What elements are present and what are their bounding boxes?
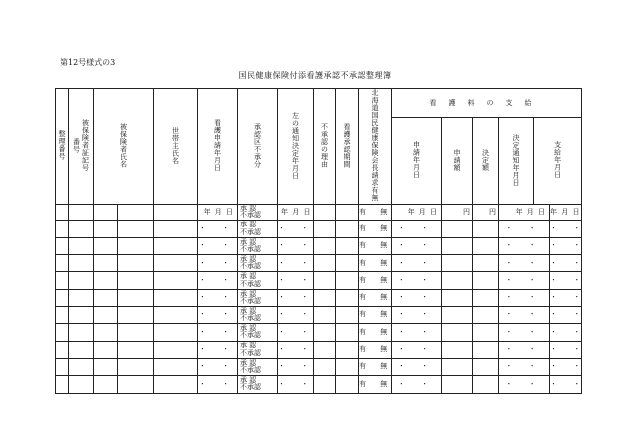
cell-bango[interactable] [94, 358, 118, 375]
col-hokenja-kyuhu: 北海道国民健康保険会長請求有無 [359, 89, 392, 205]
col-kettei-gaku: 決定額 [473, 118, 499, 204]
cell-seiri-bango[interactable] [56, 237, 69, 254]
cell-setai-nushi[interactable] [154, 272, 198, 289]
table-row [56, 341, 582, 358]
col-hihokensha-shimei: 被保険者氏名 [94, 89, 154, 205]
cell-tsuuchi-date[interactable]: ・ ・ [278, 237, 314, 254]
cell-seiri-bango[interactable] [56, 376, 69, 393]
col-fushonin-riyuu: 不承認の理由 [314, 89, 336, 205]
col-shikyu-ymd: 支給年月日 [534, 118, 582, 204]
cell-kettei-gaku[interactable] [473, 324, 499, 341]
col-hihokensha-kigo: 被保険者証記号 番号 [69, 89, 94, 205]
cell-kango-shinsei-date[interactable]: ・ ・ [198, 324, 238, 341]
table-row [56, 272, 582, 289]
cell-kigo[interactable] [69, 341, 94, 358]
cell-shikyu-date[interactable]: ・ ・ [550, 307, 582, 324]
cell-kigo[interactable] [69, 324, 94, 341]
cell-fushonin-riyuu[interactable] [314, 289, 336, 306]
col-kango-kikan: 看護承認期間 [336, 89, 359, 205]
cell-kettei-tsuuchi-date[interactable]: ・ ・ [499, 237, 550, 254]
unit-yen: 円 [473, 204, 499, 220]
cell-shinsei-date[interactable]: ・ ・ [392, 272, 442, 289]
cell-ari-nashi[interactable]: 有 無 [359, 324, 392, 341]
cell-shinsei-date[interactable]: ・ ・ [392, 307, 442, 324]
cell-shimei[interactable] [118, 289, 154, 306]
cell-kigo[interactable] [69, 307, 94, 324]
cell-shikyu-date[interactable]: ・ ・ [550, 220, 582, 237]
cell-fushonin-riyuu[interactable] [314, 237, 336, 254]
cell-seiri-bango[interactable] [56, 220, 69, 237]
cell-kango-kikan[interactable] [336, 307, 359, 324]
cell-tsuuchi-date[interactable]: ・ ・ [278, 255, 314, 272]
cell-seiri-bango[interactable] [56, 289, 69, 306]
col-kettei-tsuuchi-ymd: 決定通知年月日 [499, 118, 534, 204]
cell-shikyu-date[interactable]: ・ ・ [550, 324, 582, 341]
cell-shonin-kubun[interactable]: 承 認 不承認 [238, 272, 278, 289]
unit-ymd: 年 月 日 [499, 204, 550, 220]
cell-shikyu-date[interactable]: ・ ・ [550, 358, 582, 375]
cell-shinsei-date[interactable]: ・ ・ [392, 324, 442, 341]
page-title: 国民健康保険付添看護承認不承認整理簿 [238, 71, 392, 80]
cell-kettei-gaku[interactable] [473, 289, 499, 306]
cell-kettei-tsuuchi-date[interactable]: ・ ・ [499, 289, 550, 306]
cell-shikyu-date[interactable]: ・ ・ [550, 289, 582, 306]
cell-setai-nushi[interactable] [154, 376, 198, 393]
cell-bango[interactable] [94, 255, 118, 272]
table-row [56, 376, 582, 393]
cell-shinsei-date[interactable]: ・ ・ [392, 220, 442, 237]
cell-kettei-gaku[interactable] [473, 237, 499, 254]
cell-shinsei-gaku[interactable] [442, 220, 473, 237]
cell-kango-kikan[interactable] [336, 255, 359, 272]
table-row [56, 237, 582, 254]
cell-setai-nushi[interactable] [154, 220, 198, 237]
cell-kettei-gaku[interactable] [473, 358, 499, 375]
table-row [56, 324, 582, 341]
cell-kigo[interactable] [69, 376, 94, 393]
cell-fushonin-riyuu[interactable] [314, 341, 336, 358]
cell-fushonin-riyuu[interactable] [314, 376, 336, 393]
cell-tsuuchi-date[interactable]: ・ ・ [278, 376, 314, 393]
cell-kango-shinsei-date[interactable]: ・ ・ [198, 237, 238, 254]
cell-shinsei-gaku[interactable] [442, 324, 473, 341]
cell-shonin-kubun[interactable]: 承 認 不承認 [238, 255, 278, 272]
cell-kango-shinsei-date[interactable]: ・ ・ [198, 376, 238, 393]
cell-kettei-gaku[interactable] [473, 272, 499, 289]
table-row [56, 358, 582, 375]
col-shinsei-gaku: 申請額 [442, 118, 473, 204]
cell-shimei[interactable] [118, 272, 154, 289]
cell-shikyu-date[interactable]: ・ ・ [550, 237, 582, 254]
table-row [56, 220, 582, 237]
cell-setai-nushi[interactable] [154, 358, 198, 375]
cell-shinsei-gaku[interactable] [442, 272, 473, 289]
cell-tsuuchi-date[interactable]: ・ ・ [278, 220, 314, 237]
cell-shonin-kubun[interactable]: 承 認 不承認 [238, 376, 278, 393]
cell-setai-nushi[interactable] [154, 255, 198, 272]
cell-fushonin-riyuu[interactable] [314, 358, 336, 375]
cell-tsuuchi-date[interactable]: ・ ・ [278, 341, 314, 358]
table-row [56, 307, 582, 324]
cell-shikyu-date[interactable]: ・ ・ [550, 272, 582, 289]
cell-shonin-kubun[interactable]: 承 認 不承認 [238, 324, 278, 341]
unit-ymd: 年 月 日 [392, 204, 442, 220]
cell-kigo[interactable] [69, 237, 94, 254]
cell-shinsei-gaku[interactable] [442, 307, 473, 324]
cell-fushonin-riyuu[interactable] [314, 220, 336, 237]
cell-seiri-bango[interactable] [56, 255, 69, 272]
cell-seiri-bango[interactable] [56, 341, 69, 358]
cell-shonin-kubun[interactable]: 承 認 不承認 [238, 341, 278, 358]
ledger-table [55, 88, 588, 394]
cell-seiri-bango[interactable] [56, 324, 69, 341]
cell-kango-kikan[interactable] [336, 272, 359, 289]
cell-kigo[interactable] [69, 289, 94, 306]
cell-kango-kikan[interactable] [336, 237, 359, 254]
cell-shimei[interactable] [118, 324, 154, 341]
cell-setai-nushi[interactable] [154, 289, 198, 306]
cell-shonin-kubun[interactable]: 承 認 不承認 [238, 358, 278, 375]
cell-shinsei-gaku[interactable] [442, 289, 473, 306]
cell-shinsei-gaku[interactable] [442, 358, 473, 375]
cell-kango-shinsei-date[interactable]: ・ ・ [198, 255, 238, 272]
cell-ari-nashi[interactable]: 有 無 [359, 358, 392, 375]
col-kango-shinsei: 看護申請年月日 [198, 89, 238, 205]
col-shonin-kubun: 承認区不承分 [238, 89, 278, 205]
cell-shinsei-date[interactable]: ・ ・ [392, 358, 442, 375]
cell-kettei-tsuuchi-date[interactable]: ・ ・ [499, 220, 550, 237]
cell-shinsei-gaku[interactable] [442, 376, 473, 393]
cell-ari-nashi[interactable]: 有 無 [359, 220, 392, 237]
cell-kettei-gaku[interactable] [473, 220, 499, 237]
cell-kango-kikan[interactable] [336, 289, 359, 306]
col-setai-nushi: 世帯主氏名 [154, 89, 198, 205]
cell-shinsei-gaku[interactable] [442, 237, 473, 254]
cell-shikyu-date[interactable]: ・ ・ [550, 376, 582, 393]
cell-kettei-gaku[interactable] [473, 255, 499, 272]
cell-kango-kikan[interactable] [336, 341, 359, 358]
cell-kango-shinsei-date[interactable]: ・ ・ [198, 358, 238, 375]
cell-setai-nushi[interactable] [154, 324, 198, 341]
cell-ari-nashi[interactable]: 有 無 [359, 272, 392, 289]
cell-ari-nashi[interactable]: 有 無 [359, 289, 392, 306]
form-number: 第12号様式の3 [60, 58, 116, 67]
cell-shimei[interactable] [118, 307, 154, 324]
col-seiri-bango: 整理番号 [56, 89, 69, 205]
cell-kettei-gaku[interactable] [473, 376, 499, 393]
cell-bango[interactable] [94, 376, 118, 393]
unit-yen: 円 [442, 204, 473, 220]
cell-shonin-kubun[interactable]: 承 認 不承認 [238, 220, 278, 237]
cell-shonin-kubun[interactable]: 承 認 不承認 [238, 307, 278, 324]
cell-bango[interactable] [94, 220, 118, 237]
cell-shimei[interactable] [118, 341, 154, 358]
cell-shinsei-date[interactable]: ・ ・ [392, 376, 442, 393]
cell-seiri-bango[interactable] [56, 358, 69, 375]
cell-tsuuchi-date[interactable]: ・ ・ [278, 272, 314, 289]
cell-setai-nushi[interactable] [154, 341, 198, 358]
cell-ari-nashi[interactable]: 有 無 [359, 237, 392, 254]
cell-shinsei-date[interactable]: ・ ・ [392, 237, 442, 254]
cell-shinsei-date[interactable]: ・ ・ [392, 289, 442, 306]
cell-ari-nashi[interactable]: 有 無 [359, 255, 392, 272]
cell-fushonin-riyuu[interactable] [314, 324, 336, 341]
units-row [56, 204, 582, 220]
cell-ari-nashi[interactable]: 有 無 [359, 376, 392, 393]
cell-shikyu-date[interactable]: ・ ・ [550, 255, 582, 272]
cell-shimei[interactable] [118, 255, 154, 272]
cell-bango[interactable] [94, 272, 118, 289]
cell-setai-nushi[interactable] [154, 307, 198, 324]
cell-kettei-tsuuchi-date[interactable]: ・ ・ [499, 255, 550, 272]
cell-fushonin-riyuu[interactable] [314, 272, 336, 289]
cell-kettei-tsuuchi-date[interactable]: ・ ・ [499, 272, 550, 289]
cell-bango[interactable] [94, 341, 118, 358]
table-row [56, 255, 582, 272]
cell-bango[interactable] [94, 324, 118, 341]
unit-ymd: 年 月 日 [550, 204, 582, 220]
cell-tsuuchi-date[interactable]: ・ ・ [278, 324, 314, 341]
unit-ymd: 年 月 日 [278, 204, 314, 220]
cell-kango-shinsei-date[interactable]: ・ ・ [198, 220, 238, 237]
col-tsuuchi-kettei: 左の通知決定年月日 [278, 89, 314, 205]
cell-bango[interactable] [94, 289, 118, 306]
cell-kango-shinsei-date[interactable]: ・ ・ [198, 272, 238, 289]
cell-kettei-tsuuchi-date[interactable]: ・ ・ [499, 324, 550, 341]
cell-seiri-bango[interactable] [56, 307, 69, 324]
cell-kango-shinsei-date[interactable]: ・ ・ [198, 341, 238, 358]
table-row [56, 289, 582, 306]
cell-ari-nashi[interactable]: 有 無 [359, 307, 392, 324]
header-row-1 [56, 89, 582, 118]
cell-kango-kikan[interactable] [336, 324, 359, 341]
unit-ari-nashi: 有 無 [359, 204, 392, 220]
cell-kettei-gaku[interactable] [473, 307, 499, 324]
cell-tsuuchi-date[interactable]: ・ ・ [278, 289, 314, 306]
cell-kango-shinsei-date[interactable]: ・ ・ [198, 307, 238, 324]
cell-kango-kikan[interactable] [336, 376, 359, 393]
cell-shimei[interactable] [118, 358, 154, 375]
cell-setai-nushi[interactable] [154, 237, 198, 254]
cell-kettei-tsuuchi-date[interactable]: ・ ・ [499, 358, 550, 375]
cell-shinsei-date[interactable]: ・ ・ [392, 341, 442, 358]
unit-shonin: 承 認 不承認 [238, 204, 278, 220]
col-shinsei-ymd: 申請年月日 [392, 118, 442, 204]
cell-shimei[interactable] [118, 220, 154, 237]
cell-shonin-kubun[interactable]: 承 認 不承認 [238, 237, 278, 254]
cell-seiri-bango[interactable] [56, 272, 69, 289]
cell-kigo[interactable] [69, 272, 94, 289]
fee-group-header: 看護料の支給 [392, 89, 582, 118]
cell-bango[interactable] [94, 307, 118, 324]
cell-shinsei-gaku[interactable] [442, 255, 473, 272]
cell-fushonin-riyuu[interactable] [314, 255, 336, 272]
cell-kango-shinsei-date[interactable]: ・ ・ [198, 289, 238, 306]
cell-shimei[interactable] [118, 376, 154, 393]
cell-bango[interactable] [94, 237, 118, 254]
cell-kettei-tsuuchi-date[interactable]: ・ ・ [499, 376, 550, 393]
cell-kigo[interactable] [69, 220, 94, 237]
ledger-body [56, 220, 588, 393]
cell-kigo[interactable] [69, 358, 94, 375]
cell-shinsei-gaku[interactable] [442, 341, 473, 358]
unit-ymd: 年 月 日 [198, 204, 238, 220]
cell-shimei[interactable] [118, 237, 154, 254]
cell-kettei-gaku[interactable] [473, 341, 499, 358]
cell-shonin-kubun[interactable]: 承 認 不承認 [238, 289, 278, 306]
cell-kango-kikan[interactable] [336, 358, 359, 375]
cell-tsuuchi-date[interactable]: ・ ・ [278, 307, 314, 324]
cell-fushonin-riyuu[interactable] [314, 307, 336, 324]
cell-kigo[interactable] [69, 255, 94, 272]
cell-kango-kikan[interactable] [336, 220, 359, 237]
cell-shikyu-date[interactable]: ・ ・ [550, 341, 582, 358]
cell-kettei-tsuuchi-date[interactable]: ・ ・ [499, 307, 550, 324]
cell-ari-nashi[interactable]: 有 無 [359, 341, 392, 358]
cell-kettei-tsuuchi-date[interactable]: ・ ・ [499, 341, 550, 358]
cell-shinsei-date[interactable]: ・ ・ [392, 255, 442, 272]
cell-tsuuchi-date[interactable]: ・ ・ [278, 358, 314, 375]
